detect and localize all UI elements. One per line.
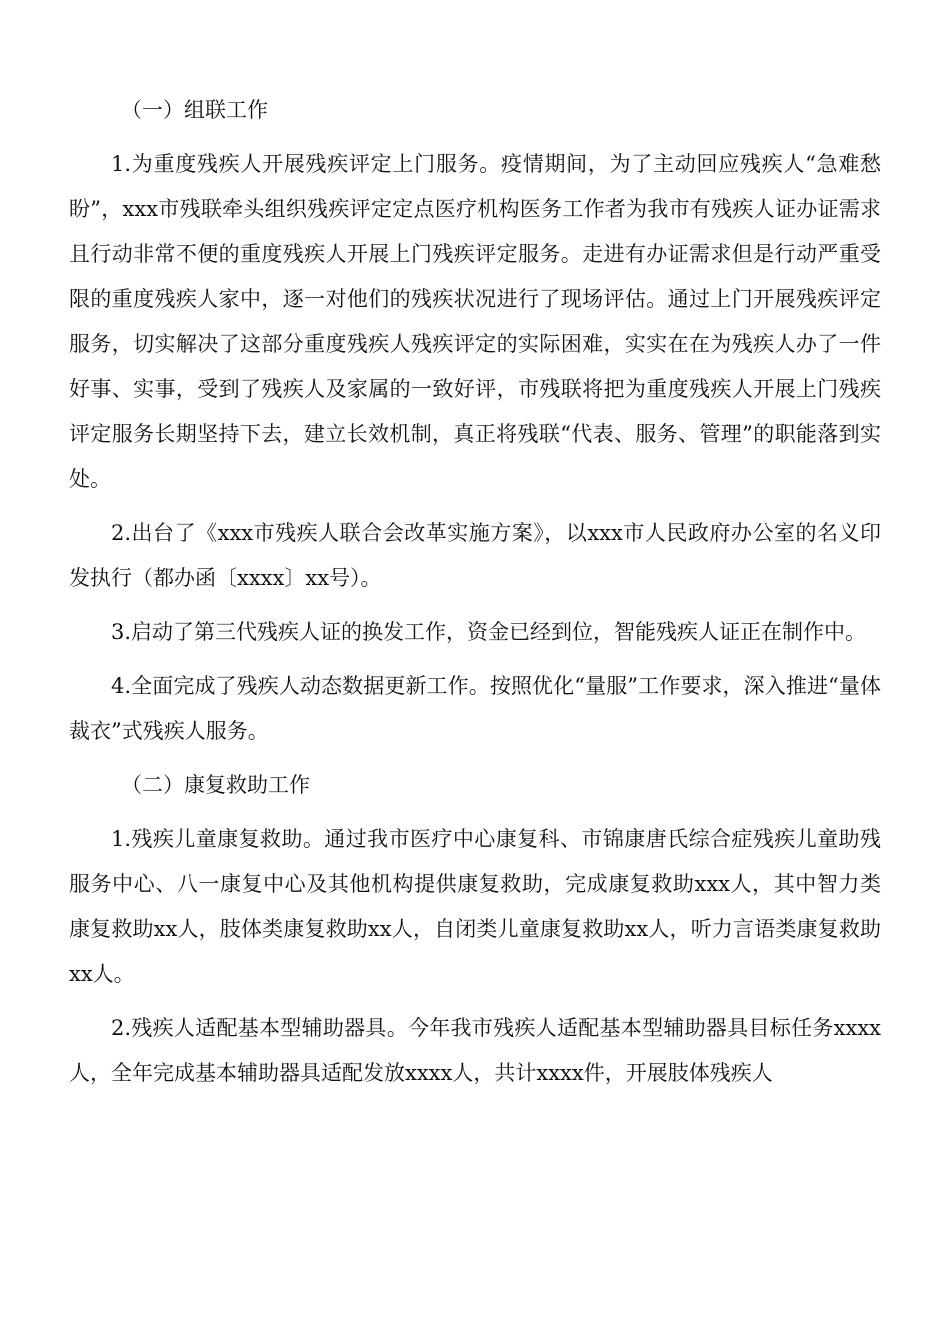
paragraph-1-1: 1.为重度残疾人开展残疾评定上门服务。疫情期间，为了主动回应残疾人“急难愁盼”，xxx市残联牵头组织残疾评定定点医疗机构医务工作者为我市有残疾人证办证需求且行动非常不便的重度残疾人开展上门残疾评定服务。走进有办证需求但是行动严重受限的重度残疾人家中，逐一对他们的残疾状况进行了现场评估。通过上门开展残疾评定服务，切实解决了这部分重度残疾人残疾评定的实际困难，实实在在为残疾人办了一件好事、实事，受到了残疾人及家属的一致好评，市残联将把为重度残疾人开展上门残疾评定服务长期坚持下去，建立长效机制，真正将残联“代表、服务、管理”的职能落到实处。: [69, 152, 881, 491]
document-body: [69, 88, 881, 1105]
section-heading-rehabilitation: （二）康复救助工作: [121, 773, 310, 797]
paragraph-2-1: 1.残疾儿童康复救助。通过我市医疗中心康复科、市锦康唐氏综合症残疾儿童助残服务中心、八一康复中心及其他机构提供康复救助，完成康复救助xxx人，其中智力类康复救助xx人，肢体类康复救助xx人，自闭类儿童康复救助xx人，听力言语类康复救助xx人。: [69, 827, 881, 986]
paragraph-1-3: 3.启动了第三代残疾人证的换发工作，资金已经到位，智能残疾人证正在制作中。: [111, 620, 867, 644]
paragraph-1-2: 2.出台了《xxx市残疾人联合会改革实施方案》，以xxx市人民政府办公室的名义印发执行（都办函〔xxxx〕xx号）。: [69, 521, 881, 590]
paragraph-2-2: 2.残疾人适配基本型辅助器具。今年我市残疾人适配基本型辅助器具目标任务xxxx人，全年完成基本辅助器具适配发放xxxx人，共计xxxx件，开展肢体残疾人: [69, 1016, 881, 1085]
paragraph-1-4: 4.全面完成了残疾人动态数据更新工作。按照优化“量服”工作要求，深入推进“量体裁衣”式残疾人服务。: [69, 674, 881, 743]
section-heading-organization: （一）组联工作: [121, 98, 268, 122]
